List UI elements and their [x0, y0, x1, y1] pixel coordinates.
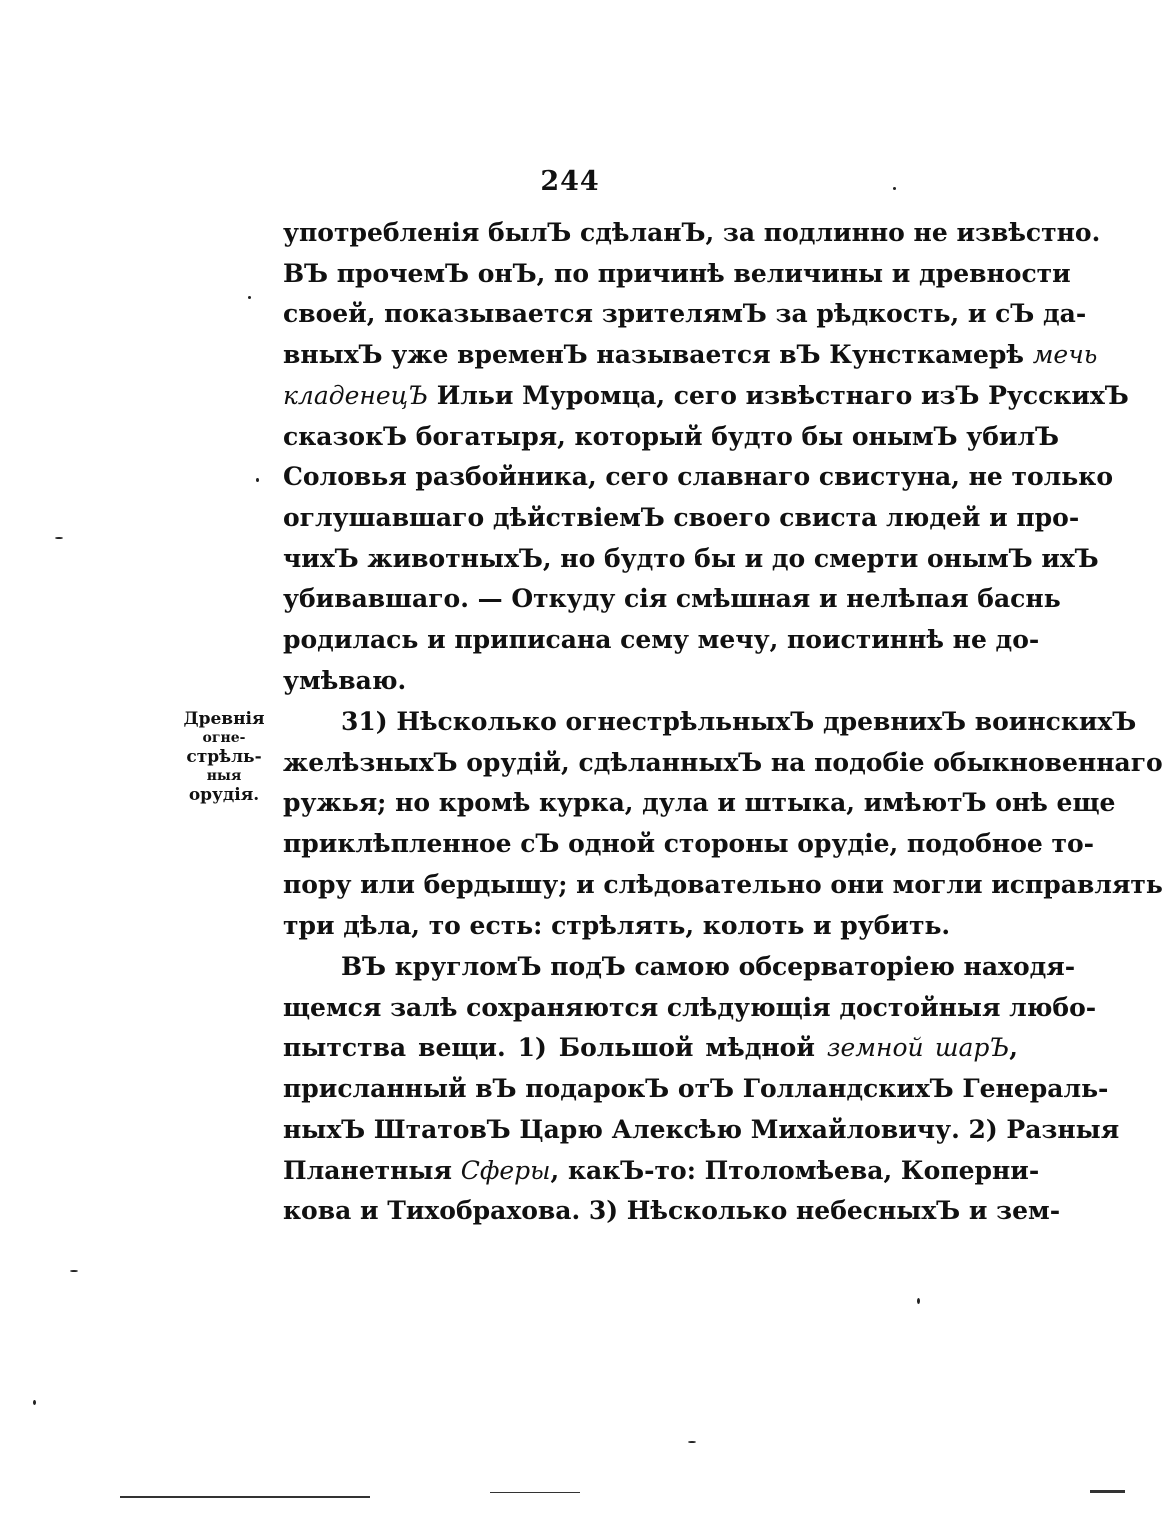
text-line: щемся залѣ сохраняются слѣдующія достойныя любо- — [283, 992, 1097, 1022]
text-line: ВЪ прочемЪ онЪ, по причинѣ величины и древности — [283, 258, 1071, 288]
text-line: убивавшаго. — Откуду сія смѣшная и нелѣпая баснь — [283, 584, 1061, 614]
italic-term: Сферы — [460, 1155, 551, 1185]
margin-note-line: стрѣль- — [186, 747, 262, 767]
paragraph-mech — [283, 213, 1129, 701]
text-line: пору или бердышу; и слѣдовательно они могли исправлять — [283, 869, 1163, 899]
text-segment: вныхЪ уже временЪ называется вЪ Кунсткамерѣ — [283, 340, 1024, 370]
text-segment: , — [1009, 1033, 1018, 1063]
paragraph-firearms — [283, 702, 1163, 946]
paragraph-observatory — [283, 947, 1120, 1232]
text-line: употребленія былЪ сдѣланЪ, за подлинно не извѣстно. — [283, 218, 1101, 247]
text-segment: пытства вещи. 1) Большой мѣдной — [283, 1033, 815, 1063]
bottom-rule — [1090, 1490, 1125, 1493]
text-segment: Планетныя — [283, 1155, 452, 1185]
text-line: 31) Нѣсколько огнестрѣльныхЪ древнихЪ воинскихЪ — [341, 707, 1137, 736]
margin-note-line: Древнія — [183, 709, 265, 729]
text-line: своей, показывается зрителямЪ за рѣдкость, и сЪ да- — [283, 299, 1087, 329]
text-line — [283, 1028, 1018, 1069]
scan-speck — [70, 1270, 78, 1272]
text-line: сказокЪ богатыря, который будто бы онымЪ убилЪ — [283, 421, 1060, 451]
text-line — [283, 335, 1098, 376]
italic-term: мечь — [1032, 340, 1098, 370]
text-line — [283, 1151, 1040, 1192]
margin-note — [178, 708, 270, 806]
text-line: желѣзныхЪ орудій, сдѣланныхЪ на подобіе обыкновеннаго — [283, 747, 1163, 777]
text-line: кова и Тихобрахова. 3) Нѣсколько небесныхЪ и зем- — [283, 1196, 1061, 1226]
text-segment: Ильи Муромца, сего извѣстнаго изЪ РусскихЪ — [436, 380, 1129, 410]
scan-speck — [248, 296, 251, 299]
scan-speck — [917, 1298, 920, 1304]
margin-note-line: ныя — [206, 768, 242, 784]
text-segment: , какЪ-то: Птоломѣева, Коперни- — [550, 1155, 1040, 1185]
scan-speck — [33, 1400, 36, 1405]
scan-speck — [256, 478, 259, 482]
text-line: ныхЪ ШтатовЪ Царю Алексѣю Михайловичу. 2) Разныя — [283, 1114, 1120, 1144]
margin-note-line: орудія. — [188, 785, 260, 805]
text-line: Соловья разбойника, сего славнаго свистуна, не только — [283, 462, 1114, 492]
italic-term: земной шарЪ — [826, 1033, 1010, 1063]
text-line: приклѣпленное сЪ одной стороны орудіе, подобное то- — [283, 829, 1095, 859]
text-line: три дѣла, то есть: стрѣлять, колоть и рубить. — [283, 910, 951, 940]
text-line: ружья; но кромѣ курка, дула и штыка, имѣютЪ онѣ еще — [283, 788, 1116, 818]
text-line — [283, 376, 1129, 417]
page-number: 244 — [540, 166, 600, 197]
scan-speck — [55, 537, 63, 539]
text-line: ВЪ кругломЪ подЪ самою обсерваторіею находя- — [341, 952, 1076, 981]
margin-note-line: огне- — [202, 730, 246, 746]
scan-speck — [893, 187, 896, 190]
text-line: присланный вЪ подарокЪ отЪ ГолландскихЪ Генераль- — [283, 1074, 1109, 1104]
text-line: чихЪ животныхЪ, но будто бы и до смерти онымЪ ихЪ — [283, 543, 1099, 573]
text-line: умѣваю. — [283, 665, 407, 695]
scan-speck — [688, 1441, 696, 1443]
text-line: оглушавшаго дѣйствіемЪ своего свиста людей и про- — [283, 502, 1080, 532]
bottom-rule — [490, 1492, 580, 1493]
text-line: родилась и приписана сему мечу, поистиннѣ не до- — [283, 625, 1040, 655]
bottom-rule — [120, 1496, 370, 1498]
italic-term: кладенецЪ — [283, 380, 428, 410]
